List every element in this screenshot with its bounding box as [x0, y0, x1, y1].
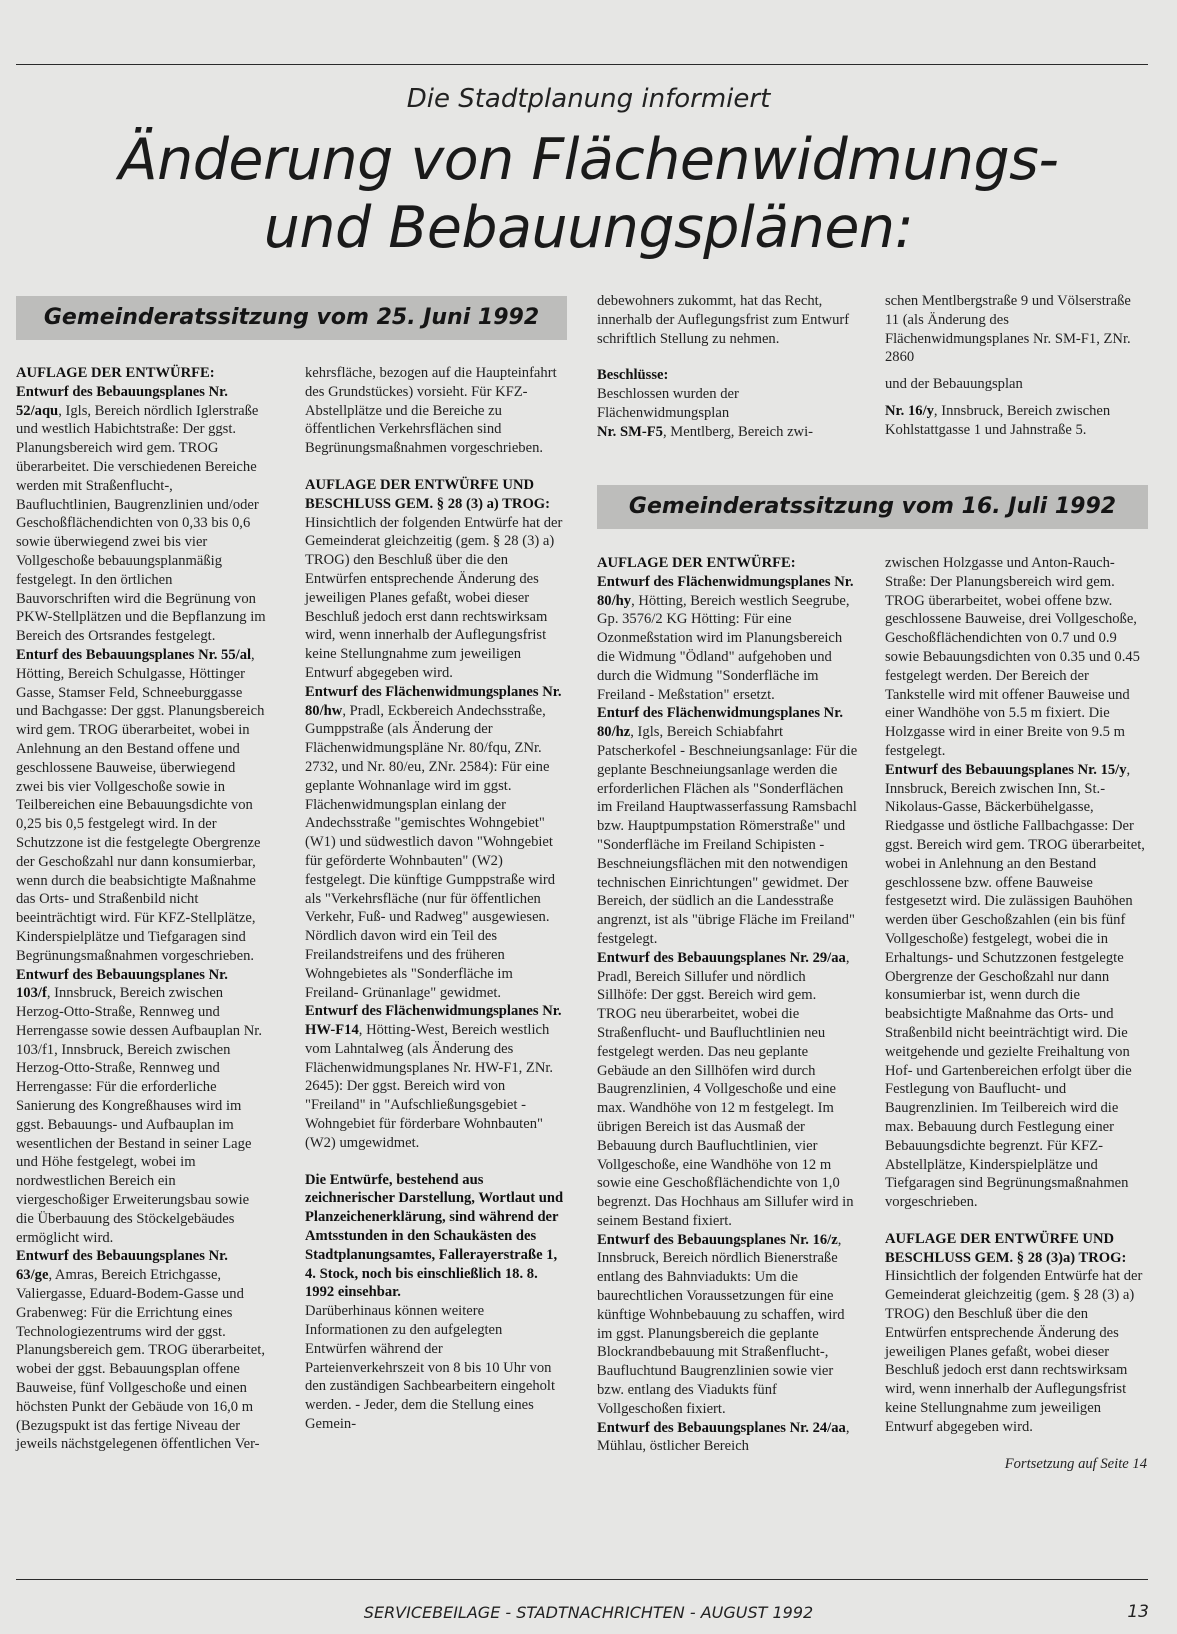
- spacer: [597, 348, 859, 366]
- paragraph: Entwurf des Bebauungsplanes Nr. 29/aa, Pradl, Bereich Sillufer und nördlich Sillhöfe: Der ggst. Bereich wird gem. TROG neu überarbeitet, wobei die Straßenflucht- und Baufluchtlinien neu festgelegt werden. Das neu geplante Gebäude an den Sillhöfen wird durch Baugrenzlinien, 4 Vollgeschoße und eine max. Wandhöhe von 12 m festgelegt. Im übrigen Bereich ist das Ausmaß der Bebauung durch Baufluchtlinien, vier Vollgeschoße, eine Wandhöhe von 12 m sowie eine Geschoßflächendichte von 1,0 begrenzt. Das Hochhaus am Sillufer wird in seinem Bestand fixiert.: [597, 949, 854, 1229]
- paragraph: und der Bebauungsplan: [885, 376, 1023, 393]
- spacer: [885, 394, 1147, 402]
- page-number: 13: [1127, 1602, 1149, 1622]
- subheading: AUFLAGE DER ENTWÜRFE UND BESCHLUSS GEM. § 28 (3)a) TROG:: [885, 1230, 1127, 1266]
- paragraph: Beschlossen wurden der Flächenwidmungsplan: [597, 386, 739, 421]
- paragraph: Darüberhinaus können weitere Informationen zu den aufgelegten Entwürfen während der Parteienverkehrszeit von 8 bis 10 Uhr von den zuständigen Sachbearbeitern eingeholt werden. - Jeder, dem die Stellung eines Gemein-: [305, 1303, 556, 1433]
- paragraph: debewohners zukommt, hat das Recht, innerhalb der Auflegungsfrist zum Entwurf schriftlich Stellung zu nehmen.: [597, 293, 850, 347]
- paragraph: Entwurf des Bebauungsplanes Nr. 103/f, Innsbruck, Bereich zwischen Herzog-Otto-Straße, Rennweg und Herrengasse sowie dessen Aufbauplan Nr. 103/f1, Innsbruck, Bereich zwischen Herzog-Otto-Straße, Rennweg und Herrengasse: Für die erforderliche Sanierung des Kongreßhauses wird im ggst. Bebauungs- und Aufbauplan im wesentlichen der Bestand in seiner Lage und Höhe festgelegt, wobei im nordwestlichen Bereich ein viergeschoßiger Erweiterungsbau sowie die Überbauung des Stöckelgebäudes ermöglicht wird.: [16, 966, 262, 1246]
- footer-text: SERVICEBEILAGE - STADTNACHRICHTEN - AUGUST 1992: [363, 1603, 814, 1622]
- paragraph: Entwurf des Bebauungsplanes Nr. 16/z, Innsbruck, Bereich nördlich Bienerstraße entlang des Bahnviadukts: Um die baurechtlichen Voraussetzungen für eine künftige Wohnbebauung zu schaffen, wird im ggst. Planungsbereich die geplante Blockrandbebauung mit Straßenflucht-, Baufluchtund Baugrenzlinien sowie vier bzw. entlang des Viadukts fünf Vollgeschoßen fixiert.: [597, 1231, 845, 1417]
- paragraph: Entwurf des Bebauungsplanes Nr. 63/ge, Amras, Bereich Etrichgasse, Valiergasse, Eduard-Bodem-Gasse und Grabenweg: Für die Errichtung eines Technologiezentrums wird der ggst. Planungsbereich gem. TROG überarbeitet, wobei der ggst. Bebauungsplan offene Bauweise, fünf Vollgeschoße und einen höchsten Punkt der Gebäude von 16,0 m (Bezugspukt ist das fertige Niveau der jeweils nächstgelegenen öffentlichen Ver-: [16, 1248, 265, 1453]
- paragraph: Entwurf des Flächenwidmungsplanes Nr. HW-F14, Hötting-West, Bereich westlich vom Lahntalweg (als Änderung des Flächenwidmungsplanes Nr. HW-F1, ZNr. 2645): Der ggst. Bereich wird von "Freiland" in "Aufschließungsgebiet - Wohngebiet für förderbare Wohnbauten" (W2) umgewidmet.: [305, 1003, 562, 1151]
- paragraph: Entwurf des Bebauungsplanes Nr. 24/aa, Mühlau, östlicher Bereich: [597, 1419, 850, 1455]
- paragraph: kehrsfläche, bezogen auf die Haupteinfahrt des Grundstückes) vorsieht. Für KFZ-Abstellplätze und die Bereiche zu öffentlichen Verkehrsflächen sind Begrünungsmaßnahmen vorgeschrieben.: [305, 365, 557, 457]
- column-2: [305, 364, 565, 1434]
- page-title: [0, 126, 1177, 262]
- spacer: [885, 1437, 1147, 1455]
- spacer: [885, 367, 1147, 375]
- paragraph: Enturf des Bebauungsplanes Nr. 55/al, Hötting, Bereich Schulgasse, Höttinger Gasse, Stamser Feld, Schneeburggasse und Bachgasse: Der ggst. Planungsbereich wird gem. TROG überarbeitet, wobei in Anlehnung an den Bestand offene und geschlossene Bauweise, überwiegend zwei bis vier Vollgeschoße sowie in Teilbereichen eine Bebauungsdichte von 0,25 bis 0,5 festgelegt wird. In der Schutzzone ist die festgelegte Obergrenze der Geschoßzahl nur dann konsumierbar, wenn durch die beabsichtigte Maßnahme das Orts- und Straßenbild nicht beeinträchtigt wird. Für KFZ-Stellplätze, Kinderspielplätze und Tiefgaragen sind Begrünungsmaßnahmen vorgeschrieben.: [16, 646, 265, 964]
- kicker: Die Stadtplanung informiert: [406, 84, 771, 114]
- paragraph: schen Mentlbergstraße 9 und Völserstraße 11 (als Änderung des Flächenwidmungsplanes Nr. SM-F1, ZNr. 2860: [885, 293, 1131, 366]
- section-heading-july: Gemeinderatssitzung vom 16. Juli 1992: [597, 485, 1148, 529]
- column-5: [597, 554, 859, 1456]
- spacer: [305, 1153, 565, 1171]
- spacer: [885, 1212, 1147, 1230]
- paragraph: Hinsichtlich der folgenden Entwürfe hat der Gemeinderat gleichzeitig (gem. § 28 (3) a) TROG) den Beschluß über die den Entwürfen entsprechende Änderung des jeweiligen Planes gefaßt, wobei dieser Beschluß jedoch erst dann rechtswirksam wird, wenn innerhalb der Auflegungsfrist keine Stellungnahme zum jeweiligen Entwurf abgegeben wird.: [885, 1268, 1143, 1435]
- subheading: Beschlüsse:: [597, 367, 669, 384]
- paragraph: Entwurf des Bebauungsplanes Nr. 15/y, Innsbruck, Bereich zwischen Inn, St.-Nikolaus-Gasse, Bäckerbühelgasse, Riedgasse und östliche Fallbachgasse: Der ggst. Bereich wird gem. TROG überarbeitet, wobei in Anlehnung an den Bestand geschlossene bzw. offene Bauweise festgesetzt wird. Die zulässigen Bauhöhen werden über Geschoßzahlen (ein bis fünf Vollgeschoße) festgelegt, wobei die in Erhaltungs- und Schutzzonen festgelegte Obergrenze der Geschoßzahl nur dann konsumierbar ist, wenn durch die beabsichtigte Maßnahme das Orts- und Straßenbild nicht beeinträchtigt wird. Die weitgehende und gezielte Freihaltung von Hof- und Gartenbereichen erfolgt über die Festlegung von Bauflucht- und Baugrenzlinien. Im Teilbereich wird die max. Bebauung durch Festlegung einer Bebauungsdichte begrenzt. Für KFZ-Abstellplätze, Kinderspielplätze und Tiefgaragen sind Begrünungsmaßnahmen vorgeschrieben.: [885, 761, 1145, 1211]
- title-line-1: Änderung von Flächenwidmungs-: [118, 127, 1059, 193]
- paragraph: Entwurf des Flächenwidmungsplanes Nr. 80/hy, Hötting, Bereich westlich Seegrube, Gp. 3576/2 KG Hötting: Für eine Ozonmeßstation wird im Planungsbereich die Widmung "Ödland" aufgehoben und durch die Widmung "Sonderfläche im Freiland - Meßstation" ersetzt.: [597, 573, 854, 703]
- continuation-note: Fortsetzung auf Seite 14: [1004, 1455, 1147, 1472]
- column-3: [597, 292, 859, 442]
- column-4: [885, 292, 1147, 440]
- paragraph: Nr. SM-F5, Mentlberg, Bereich zwi-: [597, 423, 814, 440]
- title-line-2: und Bebauungsplänen:: [263, 195, 914, 261]
- paragraph: Entwurf des Flächenwidmungsplanes Nr. 80/hw, Pradl, Eckbereich Andechsstraße, Gumppstraße (als Änderung der Flächenwidmungspläne Nr. 80/fqu, ZNr. 2732, und Nr. 80/eu, ZNr. 2584): Für eine geplante Wohnanlage wird im ggst. Flächenwidmungsplan einlang der Andechsstraße "gemischtes Wohngebiet" (W1) und südwestlich davon "Wohngebiet für geförderte Wohnbauten" (W2) festgelegt. Die künftige Gumppstraße wird als "Verkehrsfläche (nur für öffentlichen Verkehr, Fuß- und Radweg" ausgewiesen. Nördlich davon wird ein Teil des Freilandstreifens und des früheren Wohngebietes als "Sonderfläche im Freiland- Grünanlage" gewidmet.: [305, 683, 562, 1001]
- subheading: AUFLAGE DER ENTWÜRFE:: [597, 555, 796, 571]
- column-1: [16, 364, 266, 1454]
- paragraph: Enturf des Flächenwidmungsplanes Nr. 80/hz, Igls, Bereich Schiabfahrt Patscherkofel - Beschneiungsanlage: Für die geplante Beschneiungsanlage werden die erforderlichen Flächen als "Sonderflächen im Freiland Hauptwasserfassung Ramsbachl bzw. Hauptpumpstation Römerstraße" und "Sonderfläche im Freiland Schipisten - Beschneiungsflächen mit den notwendigen technischen Einrichtungen" gewidmet. Der Bereich, der südlich an die Landesstraße angrenzt, ist als "übrige Fläche im Freiland" festgelegt.: [597, 705, 858, 947]
- section-heading-june: Gemeinderatssitzung vom 25. Juni 1992: [16, 296, 567, 340]
- spacer: [305, 458, 565, 476]
- paragraph: zwischen Holzgasse und Anton-Rauch-Straße: Der Planungsbereich wird gem. TROG überarbeitet, wobei offene bzw. geschlossene Bauweise, drei Vollgeschoße, Geschoßflächendichten von 0.7 und 0.9 sowie Bebauungsdichten von 0.35 und 0.45 festgelegt werden. Der Bereich der Tankstelle wird mit offener Bauweise und einer Wandhöhe von 5.5 m fixiert. Die Holzgasse wird in einer Breite von 9.5 m festgelegt.: [885, 555, 1140, 759]
- column-6: [885, 554, 1147, 1473]
- bottom-rule: [16, 1579, 1148, 1580]
- paragraph: Entwurf des Bebauungsplanes Nr. 52/aqu, Igls, Bereich nördlich Iglerstraße und westlich Habichtstraße: Der ggst. Planungsbereich wird gem. TROG überarbeitet. Die verschiedenen Bereiche werden mit Straßenflucht-, Baufluchtlinien, Baugrenzlinien und/oder Geschoßflächendichten von 0,33 bis 0,6 sowie überwiegend zwei bis vier Vollgeschoße bebauungsplanmäßig festgelegt. In den örtlichen Bauvorschriften wird die Begrünung von PKW-Stellplätzen und die Bepflanzung im Bereich des Ortsrandes festgelegt.: [16, 383, 266, 645]
- paragraph: Hinsichtlich der folgenden Entwürfe hat der Gemeinderat gleichzeitig (gem. § 28 (3) a) TROG) den Beschluß über die den Entwürfen entsprechende Änderung des jeweiligen Planes gefaßt, wobei dieser Beschluß jedoch erst dann rechtswirksam wird, wenn innerhalb der Auflegungsfrist keine Stellungnahme zum jeweiligen Entwurf abgegeben wird.: [305, 514, 563, 681]
- top-rule: [16, 64, 1148, 65]
- paragraph: Nr. 16/y, Innsbruck, Bereich zwischen Kohlstattgasse 1 und Jahnstraße 5.: [885, 402, 1111, 438]
- notice-paragraph: Die Entwürfe, bestehend aus zeichnerischer Darstellung, Wortlaut und Planzeichenerklärung, sind während der Amtsstunden in den Schaukästen des Stadtplanungsamtes, Fallerayerstraße 1, 4. Stock, noch bis einschließlich 18. 8. 1992 einsehbar.: [305, 1171, 564, 1301]
- subheading: AUFLAGE DER ENTWÜRFE:: [16, 365, 215, 381]
- subheading: AUFLAGE DER ENTWÜRFE UND BESCHLUSS GEM. § 28 (3) a) TROG:: [305, 476, 551, 512]
